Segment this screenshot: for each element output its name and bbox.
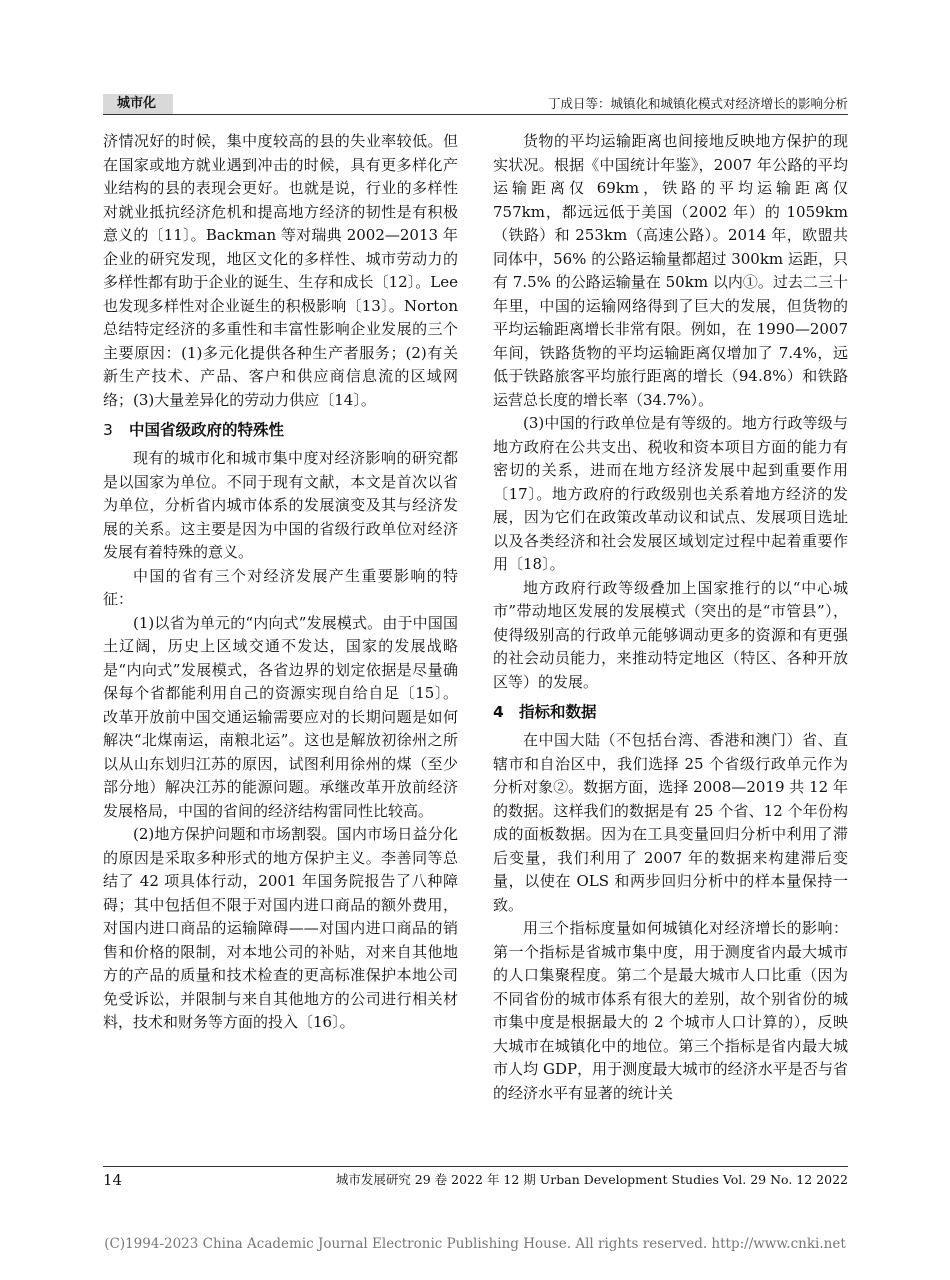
- running-title: 丁成日等：城镇化和城镇化模式对经济增长的影响分析: [547, 96, 848, 111]
- section-title: 中国省级政府的特殊性: [129, 421, 285, 439]
- right-column: [493, 130, 848, 1105]
- journal-citation: 城市发展研究 29 卷 2022 年 12 期 Urban Development Studies Vol. 29 No. 12 2022: [335, 1172, 848, 1187]
- left-column: [103, 130, 458, 1035]
- paragraph: 中国的省有三个对经济发展产生重要影响的特征：: [103, 566, 458, 608]
- section-heading-3: [103, 416, 458, 444]
- header-rule: [103, 114, 848, 115]
- section-number: 4: [493, 703, 504, 721]
- paragraph: 用三个指标度量如何城镇化对经济增长的影响：第一个指标是省城市集中度，用于测度省内最大城市的人口集聚程度。第二个是最大城市人口比重（因为不同省份的城市体系有很大的差别，故个别省份的城市集中度是根据最大的 2 个城市人口计算的），反映大城市在城镇化中的地位。第三个指标是省内最大城市人均 GDP，用于测度最大城市的经济水平是否与省的经济水平有显著的统计关: [493, 919, 848, 1102]
- paragraph: (3)中国的行政单位是有等级的。地方行政等级与地方政府在公共支出、税收和资本项目方面的能力有密切的关系，进而在地方经济发展中起到重要作用〔17〕。地方政府的行政级别也关系着地方经济的发展，因为它们在政策改革动议和试点、发展项目选址以及各类经济和社会发展区域划定过程中起着重要作用〔18〕。: [493, 414, 848, 573]
- footer-rule: [103, 1166, 848, 1167]
- section-tag: 城市化: [103, 94, 173, 114]
- copyright-notice: (C)1994-2023 China Academic Journal Electronic Publishing House. All rights reserved. http://www.cnki.net: [104, 1236, 846, 1252]
- paragraph: 济情况好的时候，集中度较高的县的失业率较低。但在国家或地方就业遇到冲击的时候，具有更多样化产业结构的县的表现会更好。也就是说，行业的多样性对就业抵抗经济危机和提高地方经济的韧性是有积极意义的〔11〕。Backman 等对瑞典 2002—2013 年企业的研究发现，地区文化的多样性、城市劳动力的多样性都有助于企业的诞生、生存和成长〔12〕。Lee 也发现多样性对企业诞生的积极影响〔13〕。Norton 总结特定经济的多重性和丰富性影响企业发展的三个主要原因：(1)多元化提供各种生产者服务；(2)有关新生产技术、产品、客户和供应商信息流的区域网络；(3)大量差异化的劳动力供应〔14〕。: [103, 132, 458, 409]
- paragraph: (1)以省为单元的“内向式”发展模式。由于中国国土辽阔，历史上区域交通不发达，国家的发展战略是“内向式”发展模式，各省边界的划定依据是尽量确保每个省都能利用自己的资源实现自给自足〔15〕。改革开放前中国交通运输需要应对的长期问题是如何解决“北煤南运，南粮北运”。这也是解放初徐州之所以从山东划归江苏的原因，试图利用徐州的煤（至少部分地）解决江苏的能源问题。承继改革开放前经济发展格局，中国的省间的经济结构雷同性比较高。: [103, 613, 458, 820]
- paragraph: (2)地方保护问题和市场割裂。国内市场日益分化的原因是采取多种形式的地方保护主义。李善同等总结了 42 项具体行动，2001 年国务院报告了八种障碍；其中包括但不限于对国内进口商品的额外费用，对国内进口商品的运输障碍——对国内进口商品的销售和价格的限制，对本地公司的补贴，对来自其他地方的产品的质量和技术检查的更高标准保护本地公司免受诉讼，并限制与来自其他地方的公司进行相关材料，技术和财务等方面的投入〔16〕。: [103, 825, 458, 1031]
- paragraph: 地方政府行政等级叠加上国家推行的以“中心城市”带动地区发展的发展模式（突出的是“市管县”），使得级别高的行政单元能够调动更多的资源和有更强的社会动员能力，来推动特定地区（特区、各种开放区等）的发展。: [493, 578, 848, 691]
- section-title: 指标和数据: [519, 703, 597, 721]
- section-heading-4: [493, 698, 848, 726]
- section-number: 3: [103, 421, 113, 439]
- paragraph: 现有的城市化和城市集中度对经济影响的研究都是以国家为单位。不同于现有文献，本文是首次以省为单位，分析省内城市体系的发展演变及其与经济发展的关系。这主要是因为中国的省级行政单位对经济发展有着特殊的意义。: [103, 449, 458, 561]
- page-number: 14: [103, 1171, 123, 1189]
- paragraph: 在中国大陆（不包括台湾、香港和澳门）省、直辖市和自治区中，我们选择 25 个省级行政单元作为分析对象②。数据方面，选择 2008—2019 共 12 年的数据。这样我们的数据是有 25 个省、12 个年份构成的面板数据。因为在工具变量回归分析中利用了滞后变量，我们利用了 2007 年的数据来构建滞后变量，以使在 OLS 和两步回归分析中的样本量保持一致。: [493, 731, 848, 914]
- paragraph: 货物的平均运输距离也间接地反映地方保护的现实状况。根据《中国统计年鉴》，2007 年公路的平均运输距离仅 69km，铁路的平均运输距离仅 757km，都远远低于美国（2002 年）的 1059km（铁路）和 253km（高速公路）。2014 年，欧盟共同体中，56% 的公路运输量都超过 300km 运距，只有 7.5% 的公路运输量在 50km 以内①。过去二三十年里，中国的运输网络得到了巨大的发展，但货物的平均运输距离增长非常有限。例如，在 1990—2007 年间，铁路货物的平均运输距离仅增加了 7.4%，远低于铁路旅客平均旅行距离的增长（94.8%）和铁路运营总长度的增长率（34.7%）。: [493, 132, 848, 409]
